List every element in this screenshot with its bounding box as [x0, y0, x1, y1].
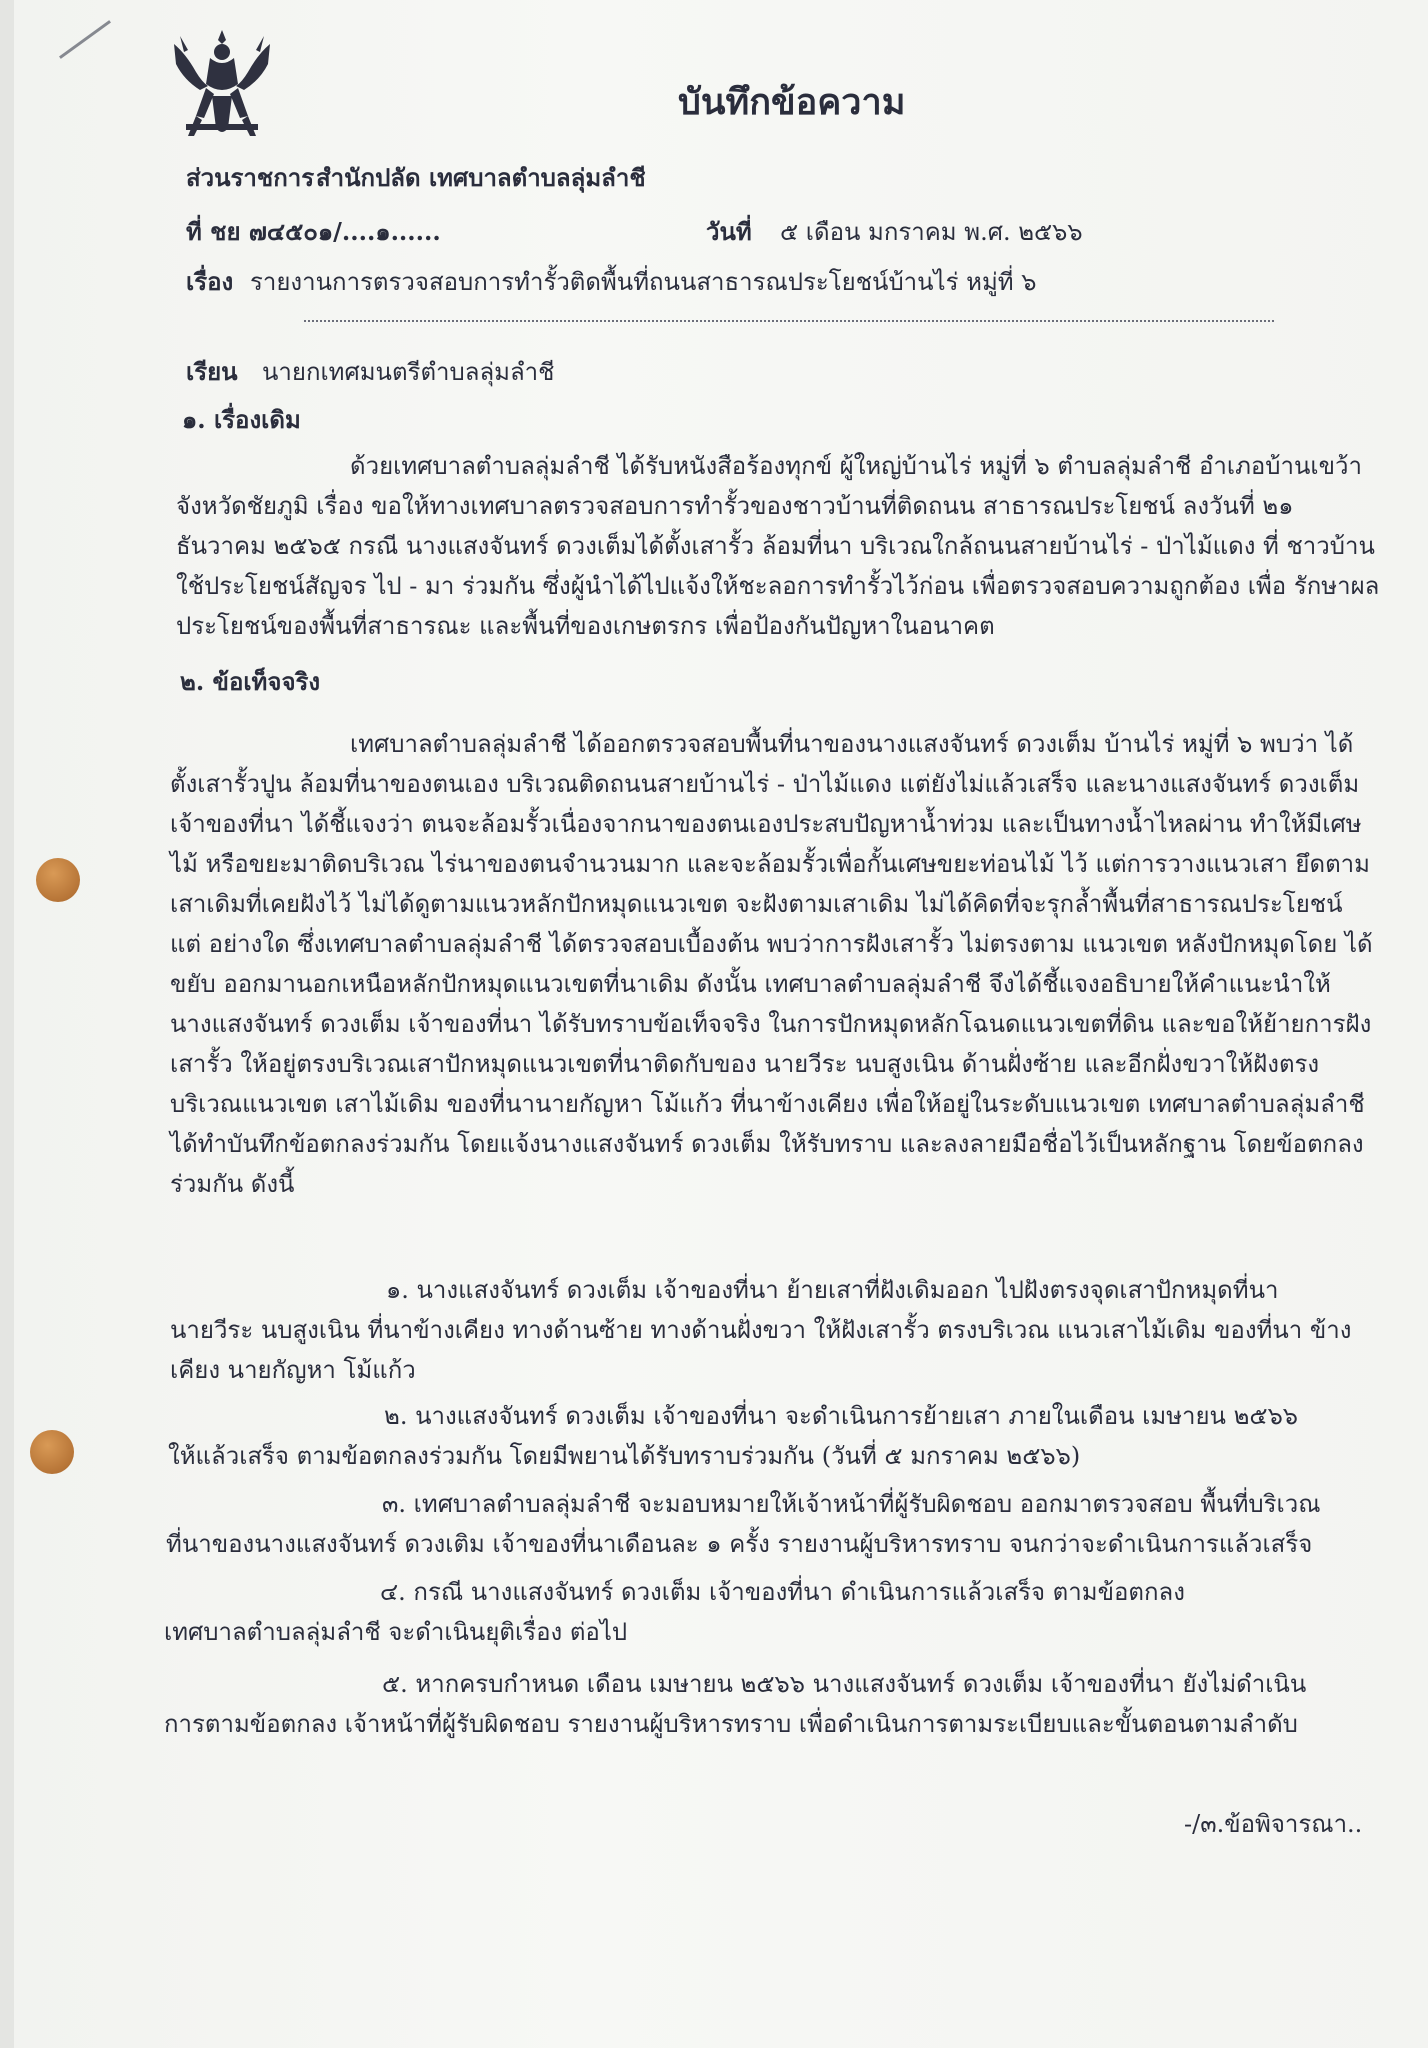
section-1-text: ด้วยเทศบาลตำบลลุ่มลำชี ได้รับหนังสือร้องทุกข์ ผู้ใหญ่บ้านไร่ หมู่ที่ ๖ ตำบลลุ่มลำชี อำเภอบ้านเขว้า จังหวัดชัยภูมิ เรื่อง ขอให้ทางเทศบาลตรวจสอบการทำรั้วของชาวบ้านที่ติดถนน สาธารณประโยชน์ ลงวันที่ ๒๑ ธันวาคม ๒๕๖๕ กรณี นางแสงจันทร์ ดวงเต็มได้ตั้งเสารั้ว ล้อมที่นา บริเวณใกล้ถนนสายบ้านไร่ - ป่าไม้แดง ที่ ชาวบ้านใช้ประโยชน์สัญจร ไป - มา ร่วมกัน ซึ่งผู้นำได้ไปแจ้งให้ชะลอการทำรั้วไว้ก่อน เพื่อตรวจสอบความถูกต้อง เพื่อ รักษาผลประโยชน์ของพื้นที่สาธารณะ และพื้นที่ของเกษตรกร เพื่อป้องกันปัญหาในอนาคต	[176, 452, 1380, 640]
subject-label: เรื่อง	[186, 267, 234, 296]
agreement-item-2-rest: ให้แล้วเสร็จ ตามข้อตกลงร่วมกัน โดยมีพยานได้รับทราบร่วมกัน (วันที่ ๕ มกราคม ๒๕๖๖)	[168, 1442, 1081, 1470]
agreement-item-3-first-line: ๓. เทศบาลตำบลลุ่มลำชี จะมอบหมายให้เจ้าหน้าที่ผู้รับผิดชอบ ออกมาตรวจสอบ พื้นที่บริเวณ	[382, 1490, 1321, 1518]
agency-value: สำนักปลัด เทศบาลตำบลลุ่มลำชี	[316, 163, 646, 192]
agreement-item-1-first-line: ๑. นางแสงจันทร์ ดวงเต็ม เจ้าของที่นา ย้ายเสาที่ฝังเดิมออก ไปฝังตรงจุดเสาปักหมุดที่นา	[386, 1276, 1279, 1304]
agreement-item-1-rest: นายวีระ นบสูงเนิน ที่นาข้างเคียง ทางด้านซ้าย ทางด้านฝั่งขวา ให้ฝังเสารั้ว ตรงบริเวณ แนวเสาไม้เดิม ของที่นา ข้างเคียง นายกัญหา โม้แก้ว	[170, 1316, 1352, 1384]
agreement-item-3	[166, 1484, 1366, 1564]
reference-number: ที่ ชย ๗๔๕๐๑/....๑......	[186, 217, 441, 246]
memo-paper	[14, 0, 1428, 2048]
to-label: เรียน	[186, 357, 238, 386]
garuda-emblem	[166, 24, 278, 144]
agreement-item-4	[164, 1572, 1364, 1652]
agreement-item-2	[168, 1396, 1368, 1476]
pencil-mark	[59, 20, 111, 59]
date-label: วันที่	[706, 217, 752, 246]
agreement-item-5-first-line: ๕. หากครบกำหนด เดือน เมษายน ๒๕๖๖ นางแสงจันทร์ ดวงเต็ม เจ้าของที่นา ยังไม่ดำเนิน	[382, 1670, 1307, 1698]
subject-value: รายงานการตรวจสอบการทำรั้วติดพื้นที่ถนนสาธารณประโยชน์บ้านไร่ หมู่ที่ ๖	[250, 268, 1037, 296]
agreement-item-5	[164, 1664, 1364, 1744]
section-2-heading: ๒. ข้อเท็จจริง	[180, 667, 321, 696]
agreement-item-4-rest: เทศบาลตำบลลุ่มลำชี จะดำเนินยุติเรื่อง ต่อไป	[164, 1618, 628, 1646]
memo-title: บันทึกข้อความ	[678, 81, 906, 123]
agreement-item-3-rest: ที่นาของนางแสงจันทร์ ดวงเติม เจ้าของที่นาเดือนละ ๑ ครั้ง รายงานผู้บริหารทราบ จนกว่าจะดำเนินการแล้วเสร็จ	[166, 1530, 1313, 1558]
divider-dotted-line	[304, 320, 1274, 322]
section-1-heading: ๑. เรื่องเดิม	[182, 405, 301, 434]
punch-hole	[36, 858, 80, 902]
agency-label: ส่วนราชการ	[186, 163, 315, 192]
date-value: ๕ เดือน มกราคม พ.ศ. ๒๕๖๖	[780, 218, 1083, 246]
section-2-text: เทศบาลตำบลลุ่มลำชี ได้ออกตรวจสอบพื้นที่นาของนางแสงจันทร์ ดวงเต็ม บ้านไร่ หมู่ที่ ๖ พบว่า ได้ตั้งเสารั้วปูน ล้อมที่นาของตนเอง บริเวณติดถนนสายบ้านไร่ - ป่าไม้แดง แต่ยังไม่แล้วเสร็จ และนางแสงจันทร์ ดวงเต็ม เจ้าของที่นา ได้ชี้แจงว่า ตนจะล้อมรั้วเนื่องจากนาของตนเองประสบปัญหาน้ำท่วม และเป็นทางน้ำไหลผ่าน ทำให้มีเศษ ไม้ หรือขยะมาติดบริเวณ ไร่นาของตนจำนวนมาก และจะล้อมรั้วเพื่อกั้นเศษขยะท่อนไม้ ไว้ แต่การวางแนวเสา ยึดตาม เสาเดิมที่เคยฝังไว้ ไม่ได้ดูตามแนวหลักปักหมุดแนวเขต จะฝังตามเสาเดิม ไม่ได้คิดที่จะรุกล้ำพื้นที่สาธารณประโยชน์ แต่ อย่างใด ซึ่งเทศบาลตำบลลุ่มลำชี ได้ตรวจสอบเบื้องต้น พบว่าการฝังเสารั้ว ไม่ตรงตาม แนวเขต หลังปักหมุดโดย ได้ขยับ ออกมานอกเหนือหลักปักหมุดแนวเขตที่นาเดิม ดังนั้น เทศบาลตำบลลุ่มลำชี จึงได้ชี้แจงอธิบายให้คำแนะนำให้ นางแสงจันทร์ ดวงเต็ม เจ้าของที่นา ได้รับทราบข้อเท็จจริง ในการปักหมุดหลักโฉนดแนวเขตที่ดิน และขอให้ย้ายการฝัง เสารั้ว ให้อยู่ตรงบริเวณเสาปักหมุดแนวเขตที่นาติดกับของ นายวีระ นบสูงเนิน ด้านฝั่งซ้าย และอีกฝั่งขวาให้ฝังตรง บริเวณแนวเขต เสาไม้เดิม ของที่นานายกัญหา โม้แก้ว ที่นาข้างเคียง เพื่อให้อยู่ในระดับแนวเขต เทศบาลตำบลลุ่มลำชี ได้ทำบันทึกข้อตกลงร่วมกัน โดยแจ้งนางแสงจันทร์ ดวงเต็ม ให้รับทราบ และลงลายมือชื่อไว้เป็นหลักฐาน โดยข้อตกลง ร่วมกัน ดังนี้	[170, 730, 1373, 1198]
agreement-item-1	[170, 1270, 1370, 1390]
agreement-item-2-first-line: ๒. นางแสงจันทร์ ดวงเต็ม เจ้าของที่นา จะดำเนินการย้ายเสา ภายในเดือน เมษายน ๒๕๖๖	[384, 1402, 1299, 1430]
agreement-item-4-first-line: ๔. กรณี นางแสงจันทร์ ดวงเต็ม เจ้าของที่นา ดำเนินการแล้วเสร็จ ตามข้อตกลง	[380, 1578, 1185, 1606]
agreement-item-5-rest: การตามข้อตกลง เจ้าหน้าที่ผู้รับผิดชอบ รายงานผู้บริหารทราบ เพื่อดำเนินการตามระเบียบและขั้นตอนตามลำดับ	[164, 1710, 1298, 1738]
continuation-marker: -/๓.ข้อพิจารณา..	[1184, 1810, 1363, 1838]
punch-hole	[30, 1430, 74, 1474]
to-value: นายกเทศมนตรีตำบลลุ่มลำชี	[262, 358, 555, 386]
